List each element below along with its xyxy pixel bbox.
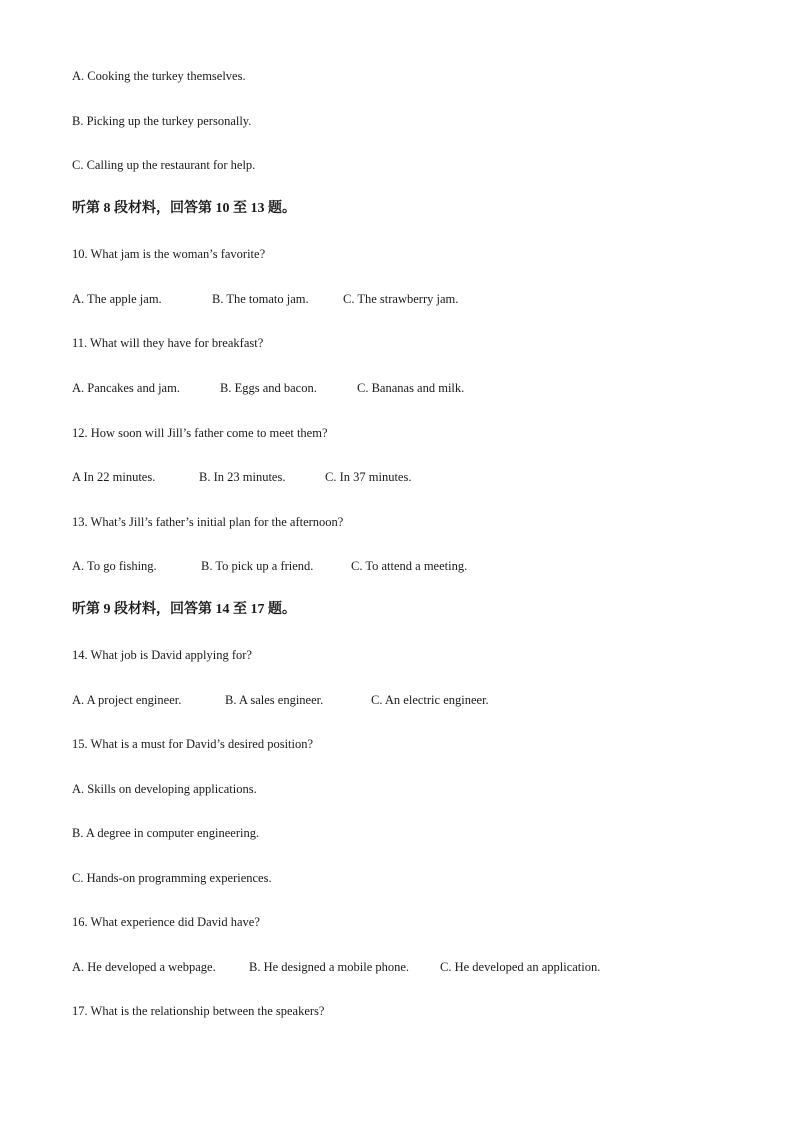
section-heading: 听第 8 段材料，回答第 10 至 13 题。	[72, 201, 296, 216]
option-b: B. In 23 minutes.	[199, 470, 286, 484]
option-c: C. He developed an application.	[440, 960, 601, 974]
option-line: C. Hands-on programming experiences.	[72, 871, 272, 885]
question-15: 15. What is a must for David’s desired position?	[72, 737, 314, 751]
question-13: 13. What’s Jill’s father’s initial plan for the afternoon?	[72, 515, 344, 529]
option-line: B. A degree in computer engineering.	[72, 826, 260, 840]
option-line: B. Picking up the turkey personally.	[72, 114, 252, 128]
question-16: 16. What experience did David have?	[72, 915, 260, 929]
option-line: A. Skills on developing applications.	[72, 782, 257, 796]
section-heading: 听第 9 段材料，回答第 14 至 17 题。	[72, 602, 296, 617]
option-b: B. He designed a mobile phone.	[249, 960, 410, 974]
question-14: 14. What job is David applying for?	[72, 648, 252, 662]
option-c: C. An electric engineer.	[371, 693, 489, 707]
option-a: A. To go fishing.	[72, 559, 157, 573]
option-a: A. A project engineer.	[72, 693, 182, 707]
option-b: B. To pick up a friend.	[201, 559, 314, 573]
option-c: C. To attend a meeting.	[351, 559, 468, 573]
option-b: B. The tomato jam.	[212, 292, 309, 306]
option-c: C. Bananas and milk.	[357, 381, 465, 395]
option-a: A. Pancakes and jam.	[72, 381, 180, 395]
question-11: 11. What will they have for breakfast?	[72, 336, 264, 350]
option-line: A. Cooking the turkey themselves.	[72, 69, 246, 83]
question-10: 10. What jam is the woman’s favorite?	[72, 247, 266, 261]
option-c: C. In 37 minutes.	[325, 470, 412, 484]
question-12: 12. How soon will Jill’s father come to meet them?	[72, 426, 328, 440]
option-line: C. Calling up the restaurant for help.	[72, 158, 256, 172]
option-c: C. The strawberry jam.	[343, 292, 459, 306]
question-17: 17. What is the relationship between the speakers?	[72, 1004, 325, 1018]
option-a: A. He developed a webpage.	[72, 960, 216, 974]
option-b: B. Eggs and bacon.	[220, 381, 317, 395]
option-a: A. The apple jam.	[72, 292, 162, 306]
option-b: B. A sales engineer.	[225, 693, 324, 707]
option-a: A In 22 minutes.	[72, 470, 156, 484]
